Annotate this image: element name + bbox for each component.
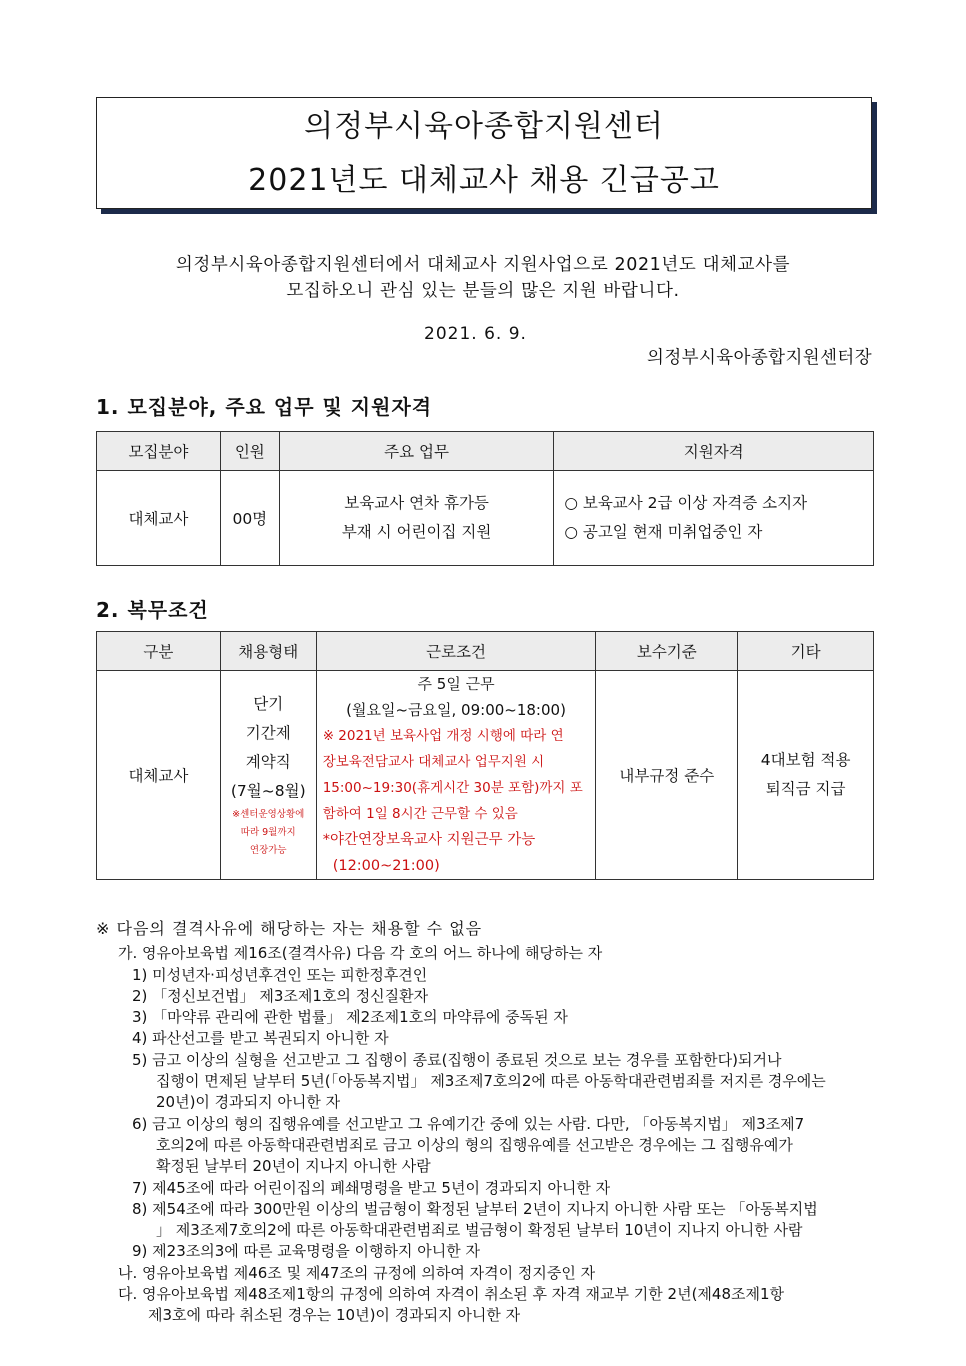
table-header-row — [97, 432, 874, 471]
title-box — [96, 97, 872, 209]
note-item-7: 7) 제45조에 따라 어린이집의 폐쇄명령을 받고 5년이 경과되지 아니한 자 — [132, 1178, 611, 1197]
section-2-heading: 2. 복무조건 — [96, 598, 209, 622]
emp-line-3: 계약직 — [245, 753, 291, 771]
cond-red-3: 15:00~19:30(휴게시간 30분 포함)까지 포 — [322, 780, 583, 796]
table-header-row — [97, 632, 874, 671]
cell-conditions — [316, 671, 596, 880]
emp-line-2: 기간제 — [245, 724, 291, 742]
emp-note-1: ※센터운영상황에 — [232, 809, 305, 820]
note-item-4: 4) 파산선고를 받고 복권되지 아니한 자 — [132, 1029, 389, 1048]
table-row — [97, 671, 874, 880]
note-item-5a: 5) 금고 이상의 실형을 선고받고 그 집행이 종료(집행이 종료된 것으로 보는 경우를 포함한다)되거나 — [132, 1050, 782, 1069]
cond-red-2: 장보육전담교사 대체교사 업무지원 시 — [322, 754, 545, 770]
emp-line-4: (7월~8월) — [230, 782, 306, 800]
cond-red-5: *야간연장보육교사 지원근무 가능 — [322, 832, 536, 848]
header-qualification: 지원자격 — [554, 432, 874, 471]
signature: 의정부시육아종합지원센터장 — [647, 348, 872, 368]
title-line-1: 의정부시육아종합지원센터 — [304, 109, 664, 144]
header-etc: 기타 — [738, 632, 874, 671]
etc-line-2: 퇴직금 지급 — [765, 780, 846, 798]
qual-line-2: ○ 공고일 현재 미취업중인 자 — [564, 523, 763, 541]
note-item-3: 3) 「마약류 관리에 관한 법률」 제2조제1호의 마약류에 중독된 자 — [132, 1008, 568, 1027]
qual-line-1: ○ 보육교사 2급 이상 자격증 소지자 — [564, 494, 808, 512]
notes-heading: ※ 다음의 결격사유에 해당하는 자는 채용할 수 없음 — [96, 919, 483, 938]
header-conditions: 근로조건 — [316, 632, 596, 671]
note-item-6b: 호의2에 따른 아동학대관련범죄로 금고 이상의 형의 집행유예를 선고받은 경우에는 그 집행유예가 — [156, 1135, 793, 1154]
cond-line-2: (월요일~금요일, 09:00~18:00) — [346, 701, 566, 719]
cell-type: 대체교사 — [97, 671, 221, 880]
header-count: 인원 — [220, 432, 279, 471]
emp-line-1: 단기 — [253, 695, 284, 713]
intro-line-2: 모집하오니 관심 있는 분들의 많은 지원 바랍니다. — [286, 281, 680, 301]
cell-duty — [279, 471, 554, 566]
header-type: 구분 — [97, 632, 221, 671]
section-1-heading: 1. 모집분야, 주요 업무 및 지원자격 — [96, 395, 433, 419]
header-duty: 주요 업무 — [279, 432, 554, 471]
note-a: 가. 영유아보육법 제16조(결격사유) 다음 각 호의 어느 하나에 해당하는 자 — [118, 944, 603, 963]
note-item-5b: 집행이 면제된 날부터 5년(「아동복지법」 제3조제7호의2에 따른 아동학대관련범죄를 저지른 경우에는 — [156, 1072, 826, 1091]
note-item-1: 1) 미성년자·피성년후견인 또는 피한정후견인 — [132, 965, 428, 984]
note-item-8a: 8) 제54조에 따라 300만원 이상의 벌금형이 확정된 날부터 2년이 지나지 아니한 사람 또는 「아동복지법 — [132, 1199, 818, 1218]
note-item-6a: 6) 금고 이상의 형의 집행유예를 선고받고 그 유예기간 중에 있는 사람. 다만, 「아동복지법」 제3조제7 — [132, 1114, 805, 1133]
intro-line-1: 의정부시육아종합지원센터에서 대체교사 지원사업으로 2021년도 대체교사를 — [175, 255, 791, 275]
duty-line-1: 보육교사 연차 휴가등 — [344, 494, 489, 512]
table-row — [97, 471, 874, 566]
cond-line-1: 주 5일 근무 — [417, 675, 495, 693]
note-item-2: 2) 「정신보건법」 제3조제1호의 정신질환자 — [132, 986, 429, 1005]
header-employment: 채용형태 — [220, 632, 316, 671]
cell-pay: 내부규정 준수 — [596, 671, 738, 880]
header-pay: 보수기준 — [596, 632, 738, 671]
note-item-9: 9) 제23조의3에 따른 교육명령을 이행하지 아니한 자 — [132, 1242, 480, 1261]
cond-red-4: 함하여 1일 8시간 근무할 수 있음 — [322, 806, 518, 822]
cell-count: 00명 — [220, 471, 279, 566]
note-b: 나. 영유아보육법 제46조 및 제47조의 규정에 의하여 자격이 정지중인 자 — [118, 1263, 596, 1282]
notice-date: 2021. 6. 9. — [424, 324, 527, 344]
note-c-2: 제3호에 따라 취소된 경우는 10년)이 경과되지 아니한 자 — [148, 1306, 521, 1325]
emp-note-2: 따라 9월까지 — [240, 827, 296, 838]
note-item-8b: 」 제3조제7호의2에 따른 아동학대관련범죄로 벌금형이 확정된 날부터 10년이 지나지 아니한 사람 — [156, 1221, 803, 1240]
note-c-1: 다. 영유아보육법 제48조제1항의 규정에 의하여 자격이 취소된 후 자격 재교부 기한 2년(제48조제1항 — [118, 1285, 785, 1304]
cond-red-6: (12:00~21:00) — [332, 858, 440, 874]
conditions-table — [96, 631, 874, 880]
cell-field: 대체교사 — [97, 471, 221, 566]
cell-etc — [738, 671, 874, 880]
duty-line-2: 부재 시 어린이집 지원 — [341, 523, 492, 541]
emp-note-3: 연장가능 — [249, 845, 287, 856]
note-item-6c: 확정된 날부터 20년이 지나지 아니한 사람 — [156, 1157, 431, 1176]
disqualification-notes — [96, 918, 886, 1327]
header-field: 모집분야 — [97, 432, 221, 471]
note-item-5c: 20년)이 경과되지 아니한 자 — [156, 1093, 341, 1112]
cell-employment — [220, 671, 316, 880]
intro-paragraph — [100, 252, 866, 304]
cond-red-1: ※ 2021년 보육사업 개정 시행에 따라 연 — [322, 728, 564, 744]
etc-line-1: 4대보험 적용 — [760, 751, 851, 769]
title-line-2: 2021년도 대체교사 채용 긴급공고 — [248, 163, 720, 198]
cell-qualification — [554, 471, 874, 566]
recruitment-table — [96, 431, 874, 566]
